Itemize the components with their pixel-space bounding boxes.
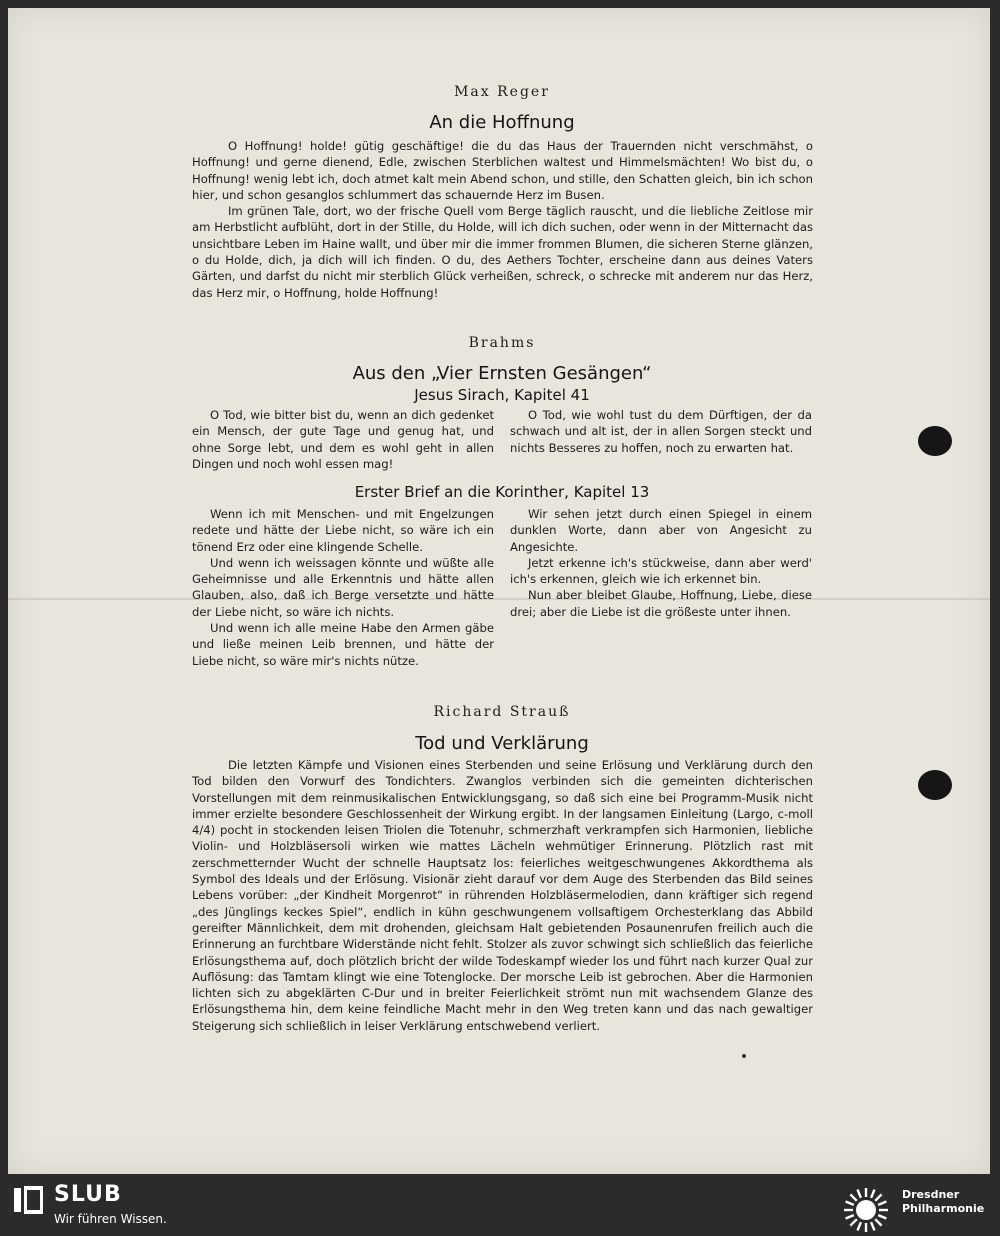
sirach-right-column xyxy=(510,407,812,456)
paragraph: Die letzten Kämpfe und Visionen eines Sterbenden und seine Erlösung und Verklärung durch den Tod bilden den Vorwurf des Tondichters. Zwanglos verbinden sich die gemeinten dichterischen Vorstellungen mit dem reinmusikalischen Entwicklungsgang, so daß sich eine bei Programm-Musik nicht immer erzielte besondere Geschlossenheit der Wirkung ergibt. In der langsamen Einleitung (Largo, c-moll 4/4) pocht in stockenden leisen Triolen die Totenuhr, schmerzhaft verkrampfen sich Harmonien, liebliche Violin- und Holzbläsersoli wirken wie mattes Lächeln wehmütiger Erinnerung. Plötzlich rast mit zerschmetternder Wucht der schnelle Hauptsatz los: feierliches weitgeschwungenes Akkordthema als Symbol des Ideals und der Erlösung. Visionär zieht darauf vor dem Auge des Sterbenden das Bild seines Lebens vorüber: „der Kindheit Morgenrot“ in rührenden Holzbläsermelodien, dann kräftiger sich regend „des Jünglings keckes Spiel“, endlich in kühn geschwungenem vollsaftigem Orchesterklang das Abbild gereifter Männlichkeit, dem mit drohenden, gleichsam Halt gebietenden Posaunenrufen freilich auch die Erinnerung an furchtbare Widerstände nicht fehlt. Stolzer als zuvor schwingt sich schließlich das feierliche Erlösungsthema auf, doch plötzlich bricht der wilde Todeskampf wieder los und führt nach kurzer Qual zur Auflösung: das Tamtam klingt wie eine Totenglocke. Der morsche Leib ist gebrochen. Aber die Harmonien lichten sich zu abgeklärten C-Dur und in breiter Feierlichkeit strömt nun mit wachsendem Glanze des Erlösungsthema hin, dem keine feindliche Macht mehr in den Weg treten kann und das nach gewaltiger Steigerung sich schließlich in leiser Verklärung entschwebend verliert. xyxy=(192,758,813,1033)
dresdner-philharmonie-name xyxy=(902,1188,984,1216)
korinther-right-column xyxy=(510,506,812,620)
heading-korinther: Erster Brief an die Korinther, Kapitel 13 xyxy=(354,483,650,501)
strauss-text xyxy=(192,757,813,1034)
heading-jesus-sirach: Jesus Sirach, Kapitel 41 xyxy=(414,386,590,404)
ink-speck xyxy=(742,1054,746,1058)
paragraph: Wir sehen jetzt durch einen Spiegel in einem dunklen Worte, dann aber von Angesicht zu Angesichte. xyxy=(510,507,812,554)
title-tod-und-verklaerung: Tod und Verklärung xyxy=(415,733,589,754)
slub-tagline: Wir führen Wissen. xyxy=(54,1212,167,1226)
sirach-left-column xyxy=(192,407,494,472)
paragraph: Nun aber bleibet Glaube, Hoffnung, Liebe, diese drei; aber die Liebe ist die größeste unter ihnen. xyxy=(510,588,812,619)
partner-line-1: Dresdner xyxy=(902,1188,960,1201)
composer-brahms: Brahms xyxy=(468,335,536,351)
footer-bar xyxy=(0,1176,1000,1236)
paragraph: Und wenn ich weissagen könnte und wüßte alle Geheimnisse und alle Erkenntnis und hätte allen Glauben, also, daß ich Berge versetzte und hätte der Liebe nicht, so wäre ich nichts. xyxy=(192,555,494,619)
paragraph: Und wenn ich alle meine Habe den Armen gäbe und ließe meinen Leib brennen, und hätte der Liebe nicht, so wäre mir's nichts nütze. xyxy=(192,621,494,668)
paragraph: Wenn ich mit Menschen- und mit Engelzungen redete und hätte der Liebe nicht, so wäre ich ein tönend Erz oder eine klingende Schelle. xyxy=(192,507,494,554)
punch-hole xyxy=(918,770,952,800)
korinther-left-column xyxy=(192,506,494,669)
title-vier-ernste-gesaenge: Aus den „Vier Ernsten Gesängen“ xyxy=(352,363,652,384)
title-an-die-hoffnung: An die Hoffnung xyxy=(429,112,575,133)
punch-hole xyxy=(918,426,952,456)
paragraph: Jetzt erkenne ich's stückweise, dann aber werd' ich's erkennen, gleich wie ich erkennet bin. xyxy=(510,555,812,587)
paper-fold-line xyxy=(8,598,990,600)
composer-reger: Max Reger xyxy=(454,84,550,100)
reger-text xyxy=(192,138,813,301)
paragraph: O Tod, wie bitter bist du, wenn an dich gedenket ein Mensch, der gute Tage und genug hat, und ohne Sorge lebt, und dem es wohl geht in allen Dingen und noch wohl essen mag! xyxy=(192,408,494,471)
dresdner-philharmonie-logo-icon xyxy=(842,1186,890,1234)
paragraph: O Tod, wie wohl tust du dem Dürftigen, der da schwach und alt ist, der in allen Sorgen steckt und nichts Besseres zu hoffen, noch zu erwarten hat. xyxy=(510,408,812,455)
composer-strauss: Richard Strauß xyxy=(433,704,571,720)
paragraph: O Hoffnung! holde! gütig geschäftige! die du das Haus der Trauernden nicht verschmähst, o Hoffnung! und gerne dienend, Edle, zwischen Sterblichen waltest und Himmelsmächten! Wo bist du, o Hoffnung! wenig lebt ich, doch atmet kalt mein Abend schon, und stille, den Schatten gleich, bin ich schon hier, und schon gesanglos schlummert das schauernde Herz im Busen. xyxy=(192,139,813,202)
partner-line-2: Philharmonie xyxy=(902,1202,985,1215)
slub-name: SLUB xyxy=(54,1182,122,1207)
slub-logo-icon xyxy=(14,1186,44,1214)
paragraph: Im grünen Tale, dort, wo der frische Quell vom Berge täglich rauscht, und die liebliche Zeitlose mir am Herbstlicht aufblüht, dort in der Stille, du Holde, will ich dich suchen, oder wenn in der Mitternacht das unsichtbare Leben im Haine wallt, und über mir die immer frommen Blumen, die sicheren Sterne glänzen, o du Holde, dich, ja dich will ich finden. O du, des Aethers Tochter, erscheine dann aus deines Vaters Gärten, und darfst du nicht mir sterblich Glück verheißen, schreck, o schrecke mit anderem nur das Herz, das Herz mir, o Hoffnung, holde Hoffnung! xyxy=(192,204,813,300)
